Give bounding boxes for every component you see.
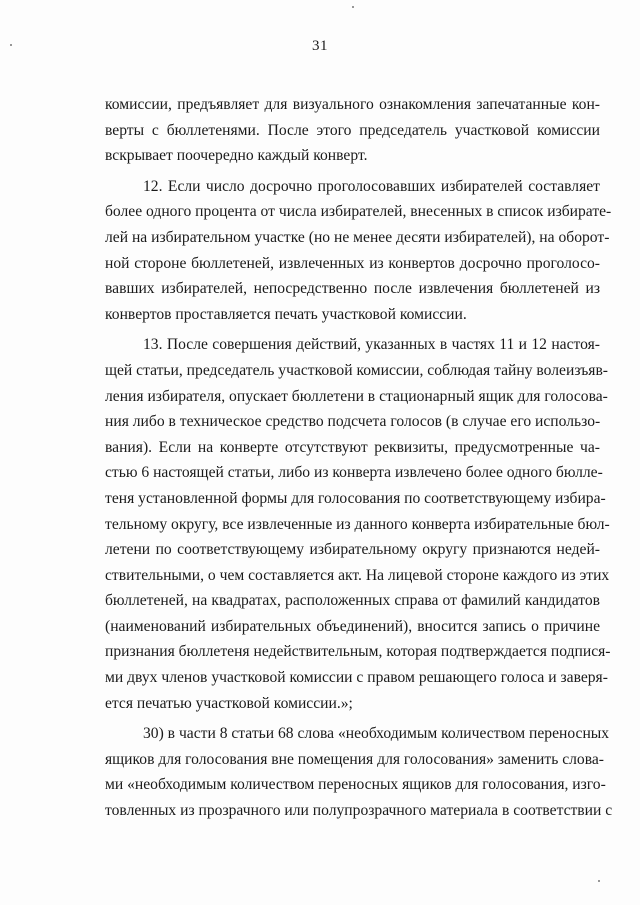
paragraph-item-30 (105, 721, 613, 823)
paragraph-item-13 (105, 332, 611, 716)
text-line: щей статьи, председатель участковой комиссии, соблюдая тайну волеизъяв- (105, 361, 609, 379)
text-line: ствительными, о чем составляется акт. На лицевой стороне каждого из этих (105, 566, 610, 584)
text-line: ной стороне бюллетеней, извлеченных из конвертов досрочно проголосо- (105, 254, 600, 272)
scan-speck (598, 880, 600, 882)
text-line: ления избирателя, опускает бюллетени в стационарный ящик для голосова- (105, 387, 608, 405)
text-line: теня установленной формы для голосования по соответствующему избира- (105, 489, 606, 507)
text-line: (наименований избирательных объединений), вносится запись о причине (105, 617, 600, 635)
text-line: вскрывает поочередно каждый конверт. (105, 147, 368, 165)
text-line: ми двух членов участковой комиссии с правом решающего голоса и заверя- (105, 669, 608, 687)
text-line: признания бюллетеня недействительным, которая подтверждается подпися- (105, 643, 611, 661)
text-line: верты с бюллетенями. После этого председатель участковой комиссии (105, 121, 600, 139)
text-line: 30) в части 8 статьи 68 слова «необходимым количеством переносных (143, 725, 610, 743)
paragraph-continuation (105, 92, 600, 169)
document-body (105, 92, 613, 824)
text-line: тельному округу, все извлеченные из данного конверта избирательные бюл- (105, 515, 610, 533)
page-number: 31 (312, 38, 328, 54)
text-line: ящиков для голосования вне помещения для голосования» заменить слова- (105, 750, 604, 768)
text-line: товленных из прозрачного или полупрозрачного материала в соответствии с (105, 802, 613, 820)
text-line: более одного процента от числа избирателей, внесенных в список избирате- (105, 203, 612, 221)
text-line: ется печатью участковой комиссии.»; (105, 694, 353, 712)
text-line: 12. Если число досрочно проголосовавших избирателей составляет (143, 177, 600, 195)
text-line: 13. После совершения действий, указанных в частях 11 и 12 настоя- (143, 336, 600, 354)
text-line: ния либо в техническое средство подсчета голосов (в случае его использо- (105, 413, 601, 431)
text-line: комиссии, предъявляет для визуального ознакомления запечатанные кон- (105, 96, 600, 113)
text-line: ми «необходимым количеством переносных ящиков для голосования, изго- (105, 776, 606, 794)
scan-speck (352, 6, 354, 8)
text-line: вавших избирателей, непосредственно после извлечения бюллетеней из (105, 280, 600, 298)
text-line: стью 6 настоящей статьи, либо из конверта извлечено более одного бюлле- (105, 464, 603, 482)
text-line: лей на избирательном участке (но не менее десяти избирателей), на оборот- (105, 228, 610, 246)
text-line: летени по соответствующему избирательному округу признаются недей- (105, 541, 600, 559)
text-line: конвертов проставляется печать участковой комиссии. (105, 305, 467, 323)
paragraph-item-12 (105, 174, 612, 328)
scan-speck (10, 44, 12, 46)
text-line: бюллетеней, на квадратах, расположенных справа от фамилий кандидатов (105, 592, 600, 610)
text-line: вания). Если на конверте отсутствуют реквизиты, предусмотренные ча- (105, 438, 600, 456)
